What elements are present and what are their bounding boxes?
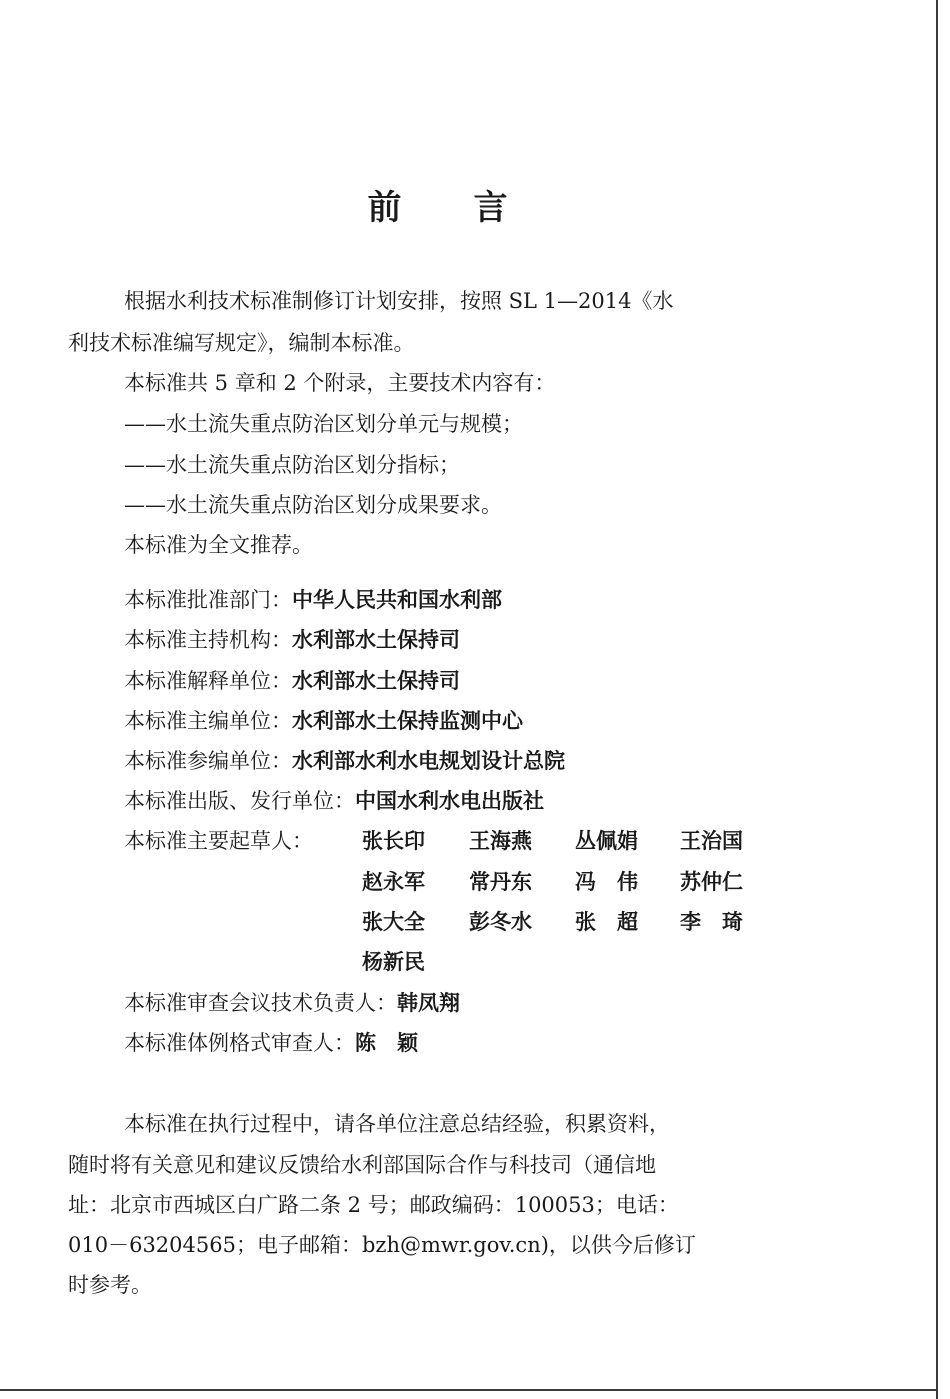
- role-label: 本标准主持机构：: [124, 628, 292, 652]
- page-edge-right: [936, 0, 938, 1399]
- title-char-2: 言: [473, 188, 510, 228]
- closing-line-5: 时参考。: [68, 1273, 152, 1297]
- content-item-3: ——水土流失重点防治区划分成果要求。: [124, 493, 502, 517]
- closing-line-2: 随时将有关意见和建议反馈给水利部国际合作与科技司（通信地: [68, 1153, 656, 1177]
- page-edge-bottom: [0, 1389, 938, 1391]
- content-item-2: ——水土流失重点防治区划分指标；: [124, 453, 460, 477]
- role-approval-dept: [124, 585, 502, 615]
- review-value: 韩凤翔: [397, 991, 460, 1015]
- drafter-name: 苏仲仁: [680, 870, 743, 894]
- drafter-name: 张 超: [575, 910, 638, 934]
- review-value: 陈 颖: [355, 1031, 418, 1055]
- review-tech-lead: [124, 988, 460, 1018]
- drafter-name: 王治国: [680, 829, 743, 853]
- closing-line-1: 本标准在执行过程中，请各单位注意总结经验，积累资料，: [124, 1112, 670, 1136]
- role-value: 中华人民共和国水利部: [292, 588, 502, 612]
- intro-line-4: 本标准为全文推荐。: [124, 533, 313, 557]
- review-format-reviewer: [124, 1028, 418, 1058]
- role-label: 本标准出版、发行单位：: [124, 789, 355, 813]
- review-label: 本标准体例格式审查人：: [124, 1031, 355, 1055]
- role-interpret-unit: [124, 666, 460, 696]
- drafter-name: 张大全: [362, 910, 425, 934]
- role-label: 本标准主编单位：: [124, 709, 292, 733]
- drafter-name: 王海燕: [469, 829, 532, 853]
- role-publisher: [124, 786, 544, 816]
- closing-line-3: 址：北京市西城区白广路二条 2 号；邮政编码：100053；电话：: [68, 1193, 679, 1217]
- drafters-label: 本标准主要起草人：: [124, 829, 313, 853]
- role-value: 水利部水土保持监测中心: [292, 709, 523, 733]
- drafter-name: 杨新民: [362, 950, 425, 974]
- drafter-name: 张长印: [362, 829, 425, 853]
- role-host-org: [124, 625, 460, 655]
- intro-line-2: 利技术标准编写规定》，编制本标准。: [68, 331, 415, 355]
- closing-line-4: 010－63204565；电子邮箱：bzh@mwr.gov.cn)，以供今后修订: [68, 1233, 696, 1257]
- role-label: 本标准解释单位：: [124, 669, 292, 693]
- role-value: 水利部水土保持司: [292, 628, 460, 652]
- page-title: [0, 180, 877, 229]
- drafter-name: 丛佩娟: [575, 829, 638, 853]
- review-label: 本标准审查会议技术负责人：: [124, 991, 397, 1015]
- title-char-1: 前: [367, 188, 404, 228]
- drafter-name: 彭冬水: [469, 910, 532, 934]
- drafter-name: 冯 伟: [575, 870, 638, 894]
- drafter-name: 赵永军: [362, 870, 425, 894]
- role-value: 水利部水利水电规划设计总院: [292, 749, 565, 773]
- role-participating-unit: [124, 746, 565, 776]
- role-value: 中国水利水电出版社: [355, 789, 544, 813]
- intro-line-3: 本标准共 5 章和 2 个附录，主要技术内容有：: [124, 371, 556, 395]
- role-chief-editor: [124, 706, 523, 736]
- role-value: 水利部水土保持司: [292, 669, 460, 693]
- content-item-1: ——水土流失重点防治区划分单元与规模；: [124, 412, 523, 436]
- role-label: 本标准批准部门：: [124, 588, 292, 612]
- intro-line-1: 根据水利技术标准制修订计划安排，按照 SL 1—2014《水: [124, 289, 674, 313]
- drafter-name: 李 琦: [680, 910, 743, 934]
- drafter-name: 常丹东: [469, 870, 532, 894]
- role-label: 本标准参编单位：: [124, 749, 292, 773]
